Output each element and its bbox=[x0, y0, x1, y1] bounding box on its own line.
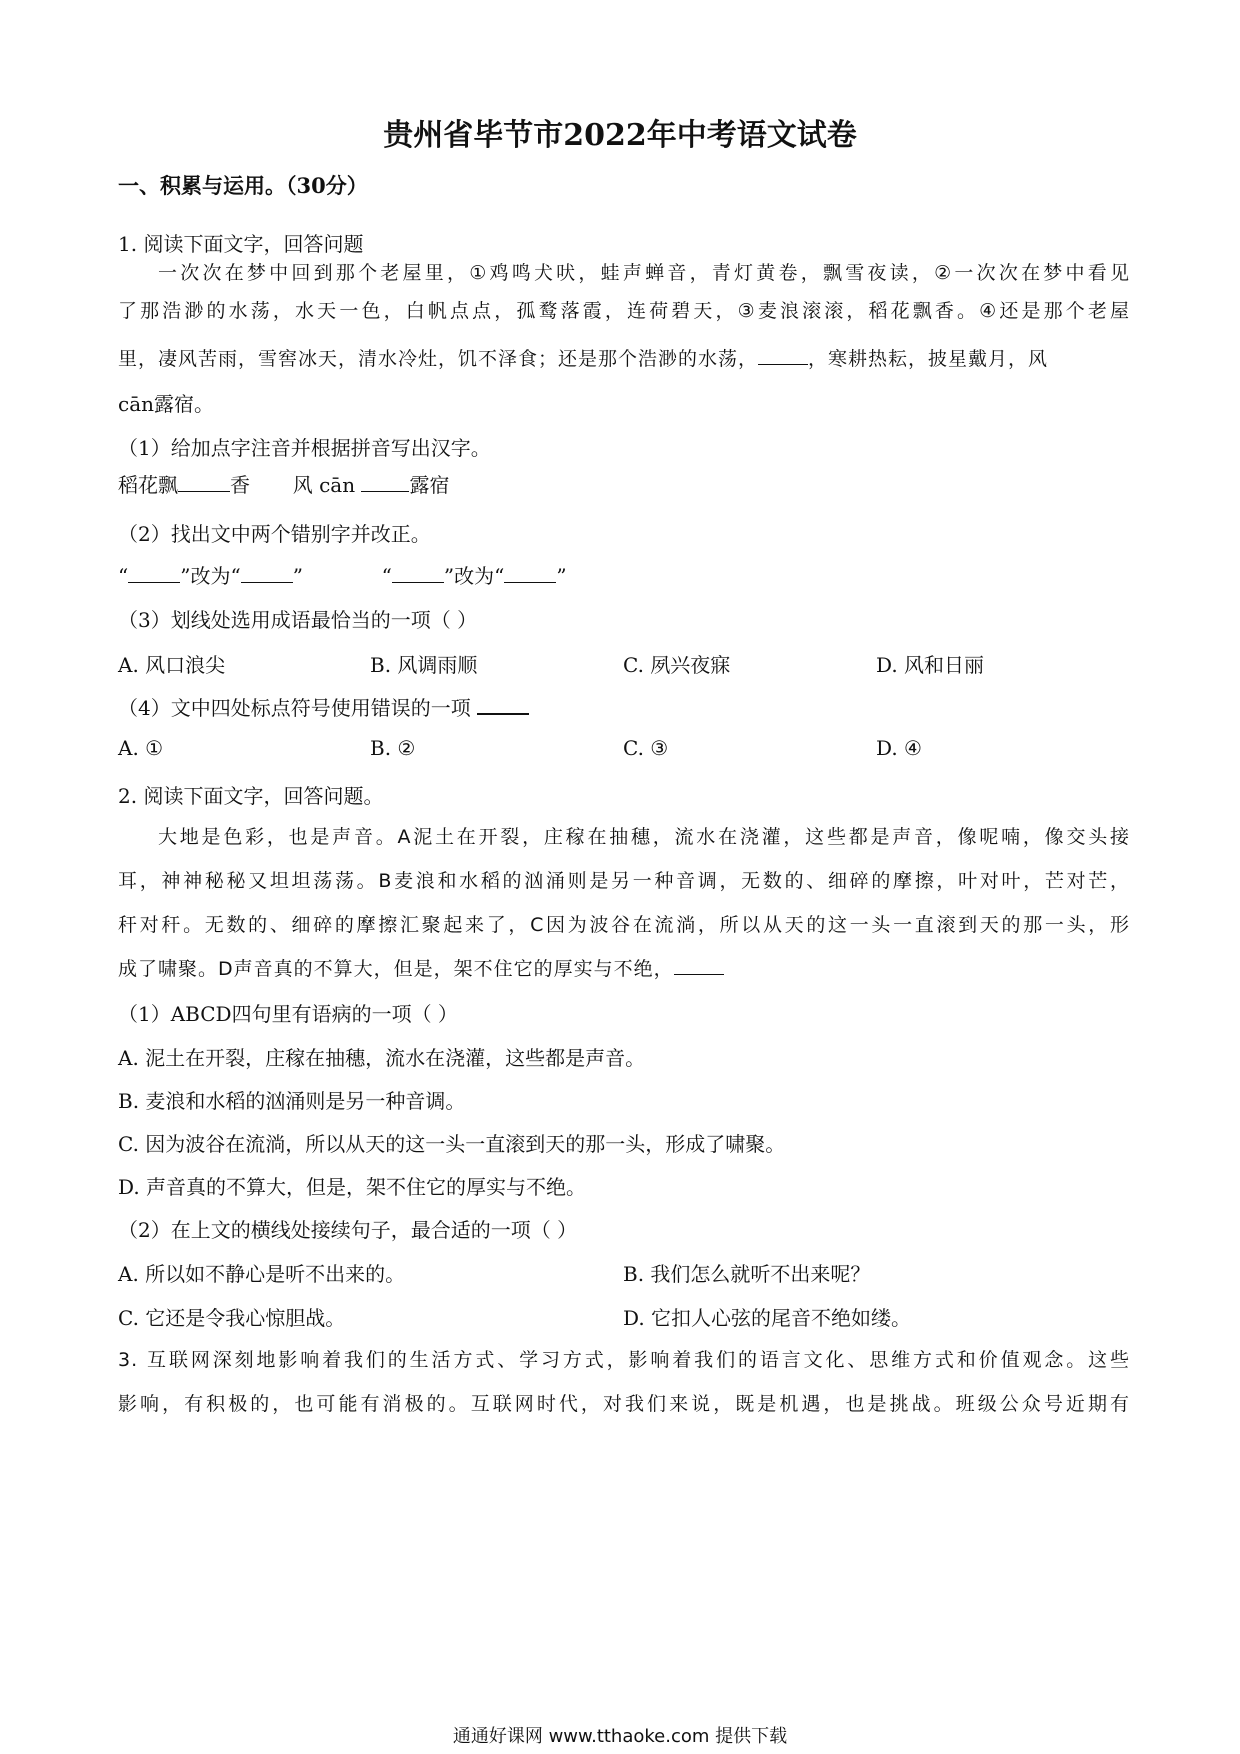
answer-blank[interactable] bbox=[477, 693, 529, 715]
q2-passage-line: 大地是色彩，也是声音。A泥土在开裂，庄稼在抽穗，流水在浇灌，这些都是声音，像呢喃，像交头接 bbox=[158, 826, 1130, 848]
q2-passage-line: 秆对秆。无数的、细碎的摩擦汇聚起来了，C因为波谷在流淌，所以从天的这一头一直滚到天的那一头，形 bbox=[118, 914, 1130, 936]
q1-sub4-text: （4）文中四处标点符号使用错误的一项 bbox=[118, 696, 471, 720]
exam-title: 贵州省毕节市2022年中考语文试卷 bbox=[383, 118, 857, 153]
option-d[interactable]: D. ④ bbox=[876, 736, 922, 760]
quote-change: ”改为“ bbox=[443, 564, 505, 588]
option-b[interactable]: B. 风调雨顺 bbox=[370, 653, 478, 677]
answer-blank[interactable] bbox=[674, 954, 724, 975]
question-2-stem: 2. 阅读下面文字，回答问题。 bbox=[118, 784, 384, 808]
q1-passage-text: 里，凄风苦雨，雪窖冰天，清水冷灶，饥不泽食；还是那个浩渺的水荡， bbox=[118, 348, 759, 370]
answer-blank[interactable] bbox=[241, 562, 293, 583]
q1-passage-line: 一次次在梦中回到那个老屋里，①鸡鸣犬吠，蛙声蝉音，青灯黄卷，飘雪夜读，②一次次在梦中看见 bbox=[158, 262, 1130, 284]
question-1-stem: 1. 阅读下面文字，回答问题 bbox=[118, 232, 364, 256]
q1-passage-line bbox=[118, 344, 1130, 371]
q1-sub2-answers bbox=[118, 560, 567, 589]
q2-sub1: （1）ABCD四句里有语病的一项（ ） bbox=[118, 1002, 458, 1026]
q1-sub2: （2）找出文中两个错别字并改正。 bbox=[118, 522, 431, 546]
q1-sub1: （1）给加点字注音并根据拼音写出汉字。 bbox=[118, 436, 491, 460]
answer-blank[interactable] bbox=[392, 562, 444, 583]
q1-sub4 bbox=[118, 692, 529, 721]
option-c[interactable]: C. 因为波谷在流淌，所以从天的这一头一直滚到天的那一头，形成了啸聚。 bbox=[118, 1132, 786, 1156]
option-b[interactable]: B. ② bbox=[370, 736, 416, 760]
q2-passage-text: 成了啸聚。D声音真的不算大，但是，架不住它的厚实与不绝， bbox=[118, 958, 674, 980]
q1-passage-line: 了那浩渺的水荡，水天一色，白帆点点，孤鹜落霞，连荷碧天，③麦浪滚滚，稻花飘香。④还是那个老屋 bbox=[118, 300, 1130, 322]
quote-open: “ bbox=[118, 564, 129, 588]
option-a[interactable]: A. 风口浪尖 bbox=[118, 653, 226, 677]
page-footer: 通通好课网 www.tthaoke.com 提供下载 bbox=[452, 1726, 788, 1747]
option-b[interactable]: B. 麦浪和水稻的汹涌则是另一种音调。 bbox=[118, 1089, 466, 1113]
quote-open: “ bbox=[381, 564, 392, 588]
option-c[interactable]: C. 它还是令我心惊胆战。 bbox=[118, 1306, 346, 1330]
quote-change: ”改为“ bbox=[180, 564, 241, 588]
q2-sub2: （2）在上文的横线处接续句子，最合适的一项（ ） bbox=[118, 1218, 578, 1242]
answer-blank[interactable] bbox=[128, 562, 180, 583]
option-a[interactable]: A. ① bbox=[118, 736, 164, 760]
option-a[interactable]: A. 所以如不静心是听不出来的。 bbox=[118, 1262, 406, 1286]
option-b[interactable]: B. 我们怎么就听不出来呢？ bbox=[623, 1262, 871, 1286]
option-c[interactable]: C. ③ bbox=[623, 736, 669, 760]
q1-sub1-item-a: 稻花飘 bbox=[118, 473, 178, 497]
section-heading: 一、积累与运用。（30分） bbox=[118, 173, 368, 198]
answer-blank[interactable] bbox=[504, 562, 556, 583]
answer-blank[interactable] bbox=[758, 344, 808, 365]
quote-close: ” bbox=[556, 564, 567, 588]
q1-sub3: （3）划线处选用成语最恰当的一项（ ） bbox=[118, 608, 478, 632]
option-a[interactable]: A. 泥土在开裂，庄稼在抽穗，流水在浇灌，这些都是声音。 bbox=[118, 1046, 646, 1070]
option-c[interactable]: C. 夙兴夜寐 bbox=[623, 653, 731, 677]
option-d[interactable]: D. 它扣人心弦的尾音不绝如缕。 bbox=[623, 1306, 912, 1330]
q1-sub1-item-b: 风 cān bbox=[292, 473, 356, 497]
answer-blank[interactable] bbox=[178, 471, 230, 492]
quote-close: ” bbox=[292, 564, 303, 588]
q1-passage-text: ，寒耕热耘，披星戴月，风 bbox=[808, 348, 1049, 370]
q1-passage-line: cān露宿。 bbox=[118, 392, 215, 416]
q2-passage-line: 耳，神神秘秘又坦坦荡荡。B麦浪和水稻的汹涌则是另一种音调，无数的、细碎的摩擦，叶对叶，芒对芒， bbox=[118, 870, 1130, 892]
q1-sub1-items bbox=[118, 469, 449, 498]
q1-sub1-item-b-tail: 露宿 bbox=[409, 473, 450, 497]
question-3-line: 影响，有积极的，也可能有消极的。互联网时代，对我们来说，既是机遇，也是挑战。班级公众号近期有 bbox=[118, 1393, 1130, 1415]
q1-sub1-item-a-tail: 香 bbox=[230, 473, 250, 497]
answer-blank[interactable] bbox=[361, 471, 409, 492]
option-d[interactable]: D. 风和日丽 bbox=[876, 653, 985, 677]
q2-passage-line bbox=[118, 954, 724, 981]
question-3-line: 3. 互联网深刻地影响着我们的生活方式、学习方式，影响着我们的语言文化、思维方式和价值观念。这些 bbox=[118, 1349, 1130, 1371]
option-d[interactable]: D. 声音真的不算大，但是，架不住它的厚实与不绝。 bbox=[118, 1175, 587, 1199]
